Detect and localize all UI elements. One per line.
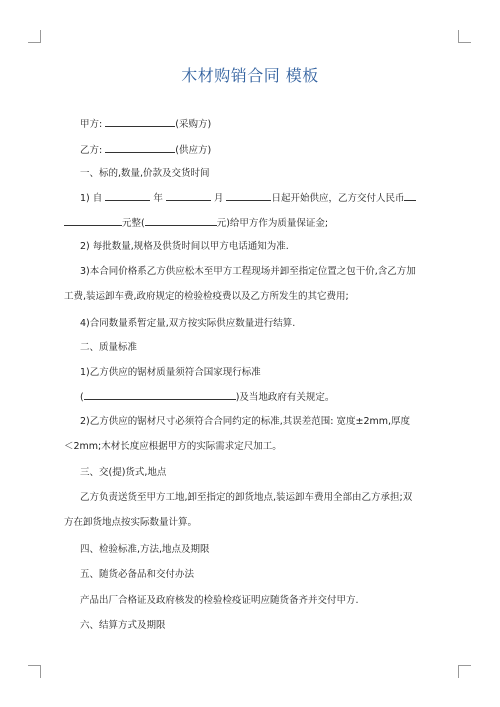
section-6-heading: 六、结算方式及期限 (80, 620, 166, 631)
standard-rest: )及当地政府有关规定。 (235, 392, 335, 403)
section-3-heading: 三、交(提)货式,地点 (80, 467, 167, 478)
party-b-line (80, 143, 435, 157)
section-1-heading: 一、标的,数量,价款及交货时间 (80, 168, 210, 179)
crop-mark-top-right (458, 30, 471, 43)
standard-line (80, 390, 435, 404)
clause-2: 2) 每批数量,规格及供货时间以甲方电话通知为准. (80, 241, 289, 252)
clause-1-prefix: 1) 自 (80, 193, 103, 204)
quality-clause-2-cont: ＜2mm;木材长度应根据甲方的实际需求定尺加工。 (64, 441, 282, 452)
quality-clause-1: 1)乙方供应的锯材质量须符合国家现行标准 (80, 367, 261, 378)
section-2-heading: 二、质量标准 (80, 342, 138, 353)
crop-mark-bottom-left (28, 665, 41, 678)
crop-mark-bottom-right (458, 665, 471, 678)
start-day-blank[interactable] (226, 191, 271, 201)
document-title: 木材购销合同 模板 (181, 66, 319, 85)
clause-1-cont (64, 216, 419, 230)
amount-blank-2[interactable] (64, 216, 122, 226)
clause-4: 4)合同数量系暂定量,双方按实际供应数量进行结算. (80, 318, 296, 329)
standard-blank[interactable] (84, 390, 236, 400)
amount-blank-1[interactable] (404, 191, 416, 201)
standard-open-paren: ( (80, 392, 84, 403)
delivery-clause-cont: 方在卸货地点按实际数量计算。 (64, 517, 198, 528)
clause-3: 3)本合同价格系乙方供应松木至甲方工程现场并卸至指定位置之包干价,含乙方加 (80, 266, 416, 277)
party-b-role: (供应方) (175, 145, 212, 156)
section-4-heading: 四、检验标准,方法,地点及期限 (80, 544, 210, 555)
section-5-heading: 五、随货必备品和交付办法 (80, 569, 195, 580)
party-a-line (80, 117, 435, 131)
start-month-blank[interactable] (166, 191, 211, 201)
crop-mark-top-left (28, 30, 41, 43)
quality-clause-2: 2)乙方供应的锯材尺寸必须符合合同约定的标准,其误差范围: 宽度±2mm,厚度 (80, 416, 411, 427)
clause-1-deposit: 元)给甲方作为质量保证金; (216, 218, 329, 229)
certificate-clause: 产品出厂合格证及政府核发的检验检疫证明应随货备齐并交付甲方. (80, 595, 359, 606)
amount-figure-blank[interactable] (145, 216, 217, 226)
party-b-label: 乙方: (80, 145, 103, 156)
delivery-clause: 乙方负责送货至甲方工地,卸至指定的卸货地点,装运卸车费用全部由乙方承担;双 (80, 492, 413, 503)
party-a-blank[interactable] (105, 117, 175, 127)
party-a-role: (采购方) (175, 119, 212, 130)
clause-1-line (80, 191, 435, 205)
start-year-blank[interactable] (105, 191, 150, 201)
month-label: 月 (213, 193, 224, 204)
clause-1-yuan: 元整( (122, 218, 145, 229)
party-a-label: 甲方: (80, 119, 103, 130)
clause-1-rest: 日起开始供应，乙方交付人民币 (271, 193, 405, 204)
party-b-blank[interactable] (105, 143, 175, 153)
year-label: 年 (153, 193, 163, 204)
clause-3-cont: 工费,装运卸车费,政府规定的检验检疫费以及乙方所发生的其它费用; (64, 291, 349, 302)
